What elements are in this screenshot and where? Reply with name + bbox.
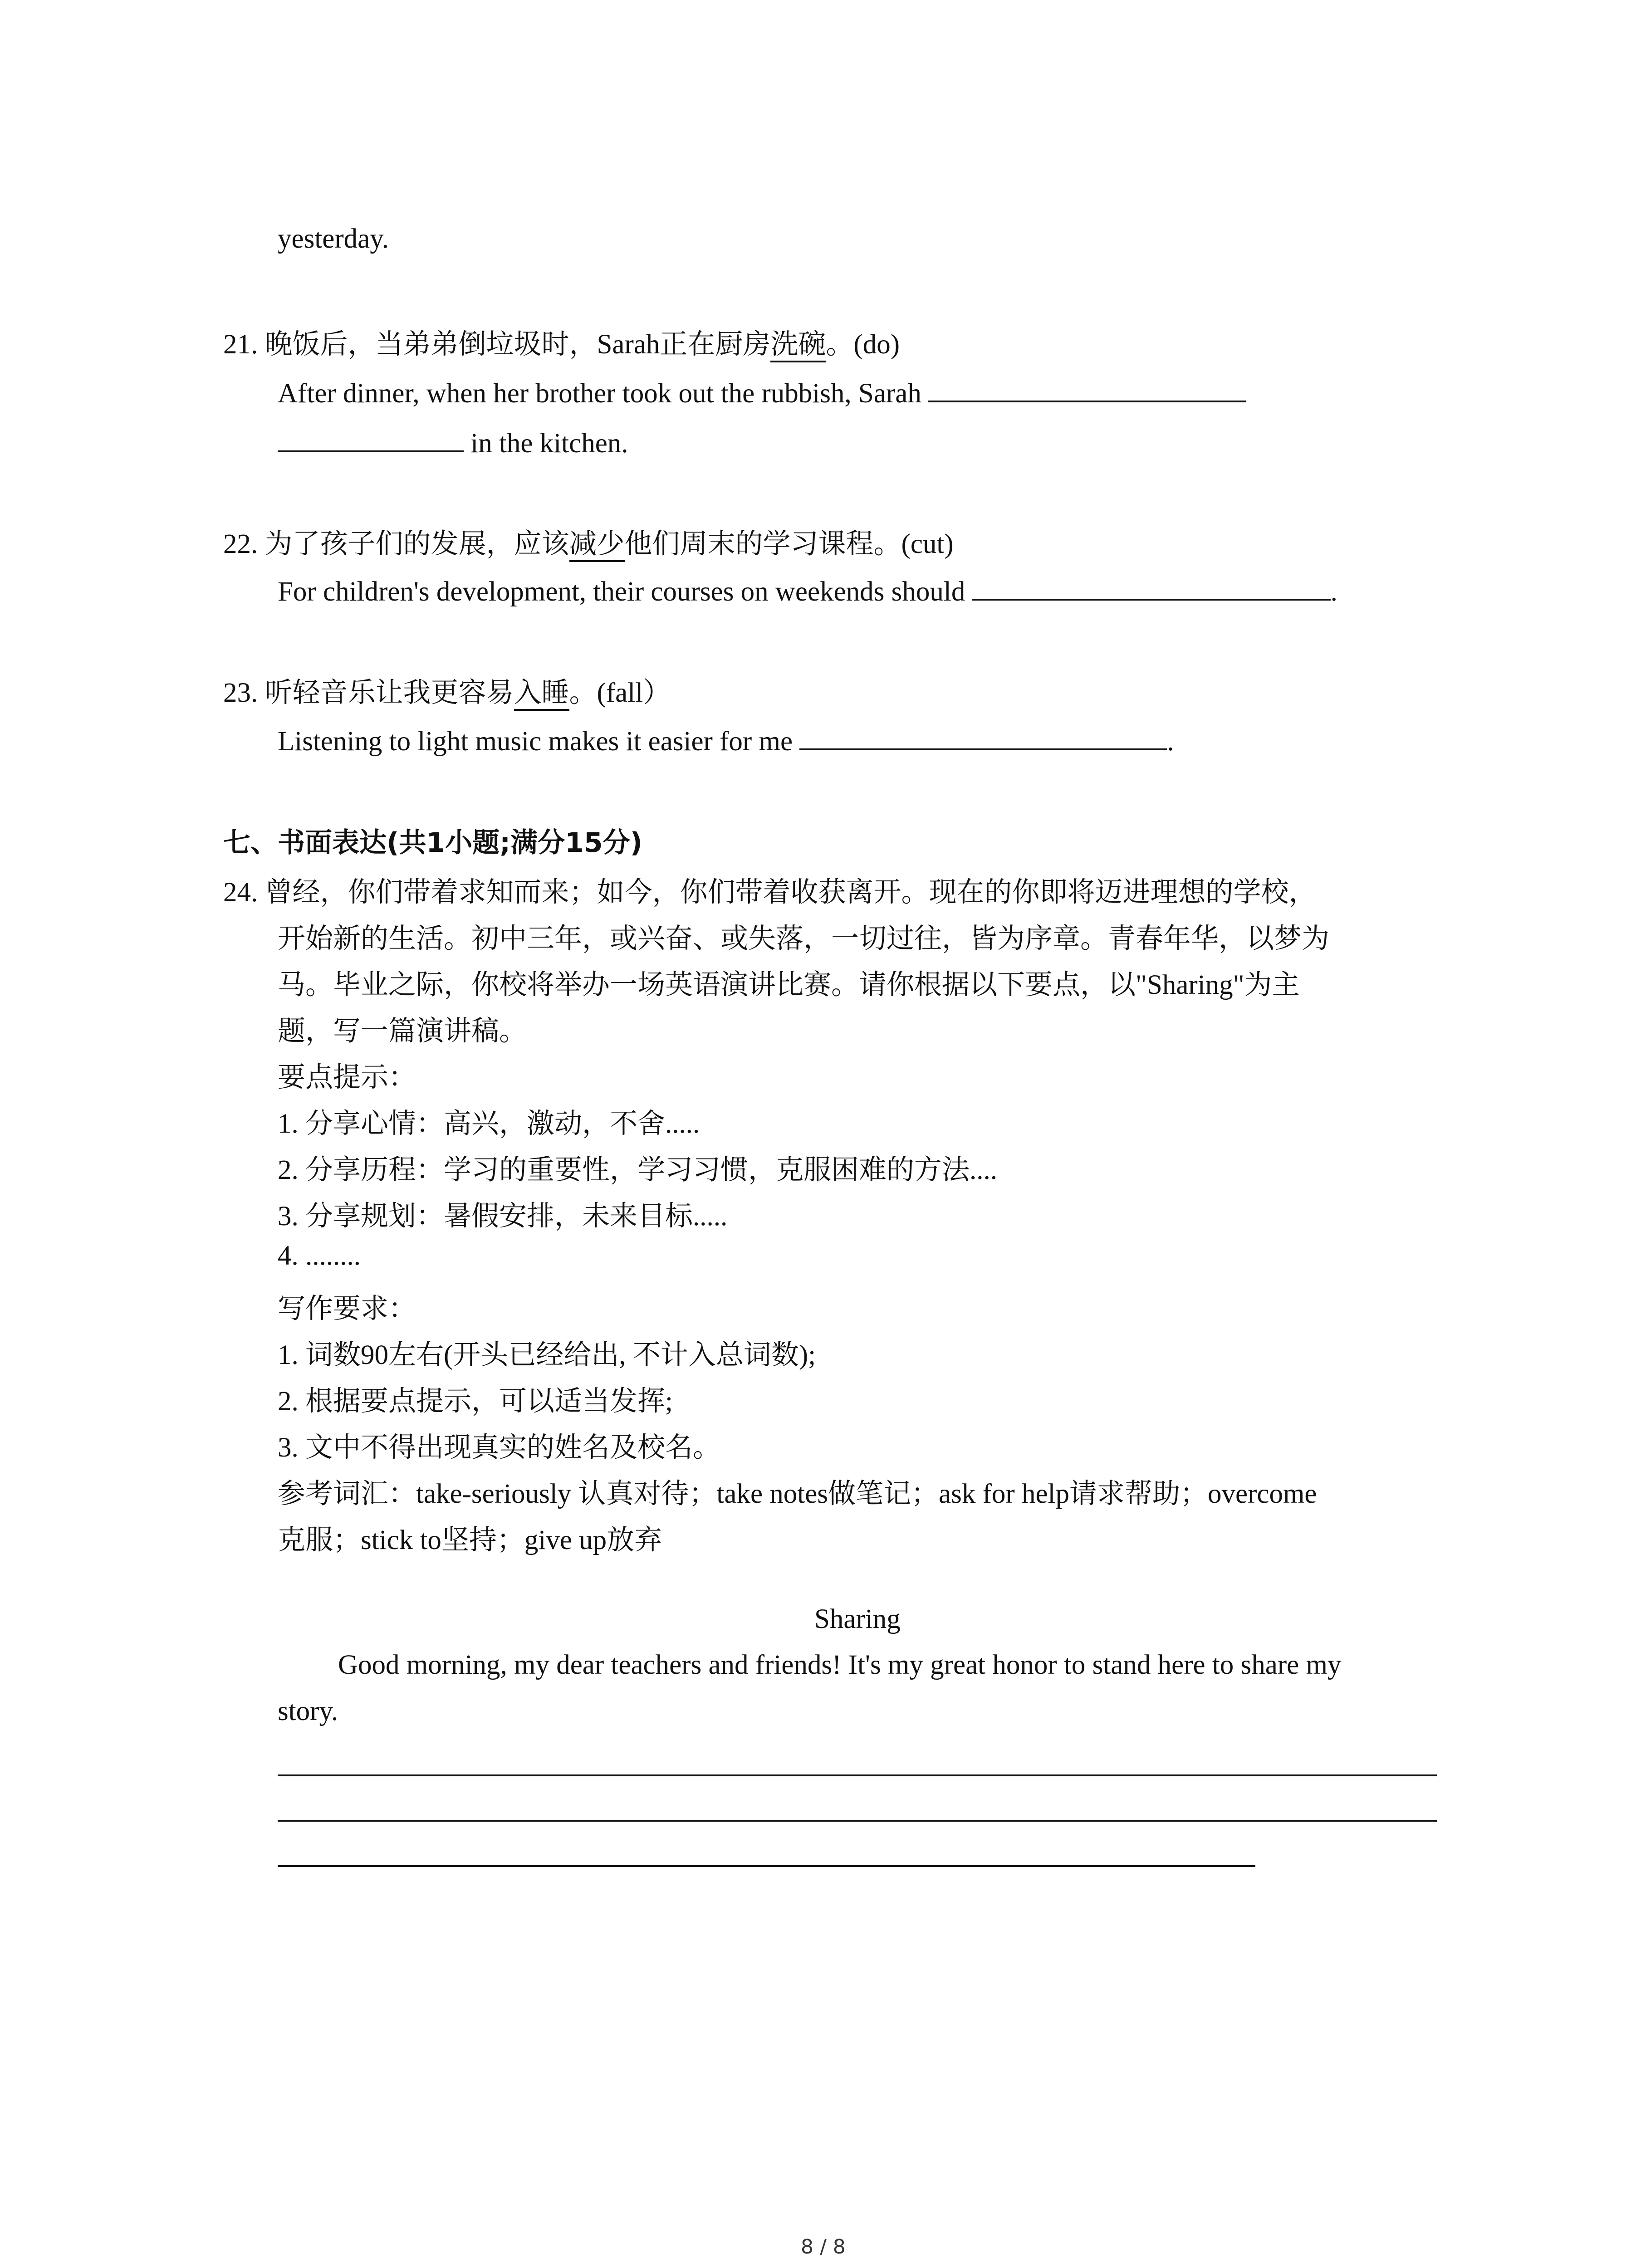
requirement-item: 3. 文中不得出现真实的姓名及校名。 [278,1432,721,1463]
point-item: 4. ........ [278,1241,361,1271]
question-21-zh-after: 。 [826,329,854,360]
writing-line[interactable] [278,1865,1255,1867]
question-24-prompt-line4: 题，写一篇演讲稿。 [278,1016,527,1046]
question-23-english-text: Listening to light music makes it easier for me [278,726,793,757]
question-22-english-text: For children's development, their courses on weekends should [278,577,965,607]
question-24-prompt-line3: 马。毕业之际，你校将举办一场英语演讲比赛。请你根据以下要点，以"Sharing"为主 [278,970,1300,1000]
point-item: 3. 分享规划：暑假安排，未来目标..... [278,1201,728,1232]
question-22-zh-before: 为了孩子们的发展，应该 [265,529,569,559]
answer-blank[interactable] [799,722,1167,750]
question-22-zh-after: 他们周末的学习课程。 [624,529,901,559]
writing-line[interactable] [278,1774,1437,1776]
requirements-title: 写作要求： [278,1294,416,1324]
question-21-hint: (do) [853,329,900,360]
question-22-chinese [223,522,954,561]
question-number: 23. [223,678,258,708]
carry-over-text: yesterday. [278,224,389,254]
page-number: 8 / 8 [801,2235,846,2258]
answer-blank[interactable] [928,374,1246,402]
question-22-english [278,572,1337,608]
period: . [1330,577,1337,607]
prompt-text: 曾经，你们带着求知而来；如今，你们带着收获离开。现在的你即将迈进理想的学校， [265,877,1317,908]
question-21-zh-before: 晚饭后，当弟弟倒垃圾时，Sarah正在厨房 [265,329,771,360]
writing-line[interactable] [278,1820,1437,1822]
requirement-item: 1. 词数90左右(开头已经给出, 不计入总词数); [278,1340,816,1370]
period: . [1167,726,1174,757]
vocab-line2: 克服；stick to坚持；give up放弃 [278,1525,662,1555]
question-22-keyword: 减少 [569,529,625,562]
question-number: 24. [223,877,258,908]
question-22-hint: (cut) [901,529,954,559]
question-21-keyword: 洗碗 [770,329,826,362]
answer-blank[interactable] [278,424,464,452]
question-21-english-text: After dinner, when her brother took out the rubbish, Sarah [278,378,921,409]
points-title: 要点提示： [278,1062,416,1093]
essay-opening-line1: Good morning, my dear teachers and friends! It's my great honor to stand here to share my [338,1650,1342,1680]
question-number: 21. [223,329,258,360]
question-21-chinese [223,322,900,362]
essay-title: Sharing [814,1604,901,1634]
question-23-chinese [223,670,671,710]
point-item: 1. 分享心情：高兴，激动，不舍..... [278,1109,700,1139]
question-number: 22. [223,529,258,559]
point-item: 2. 分享历程：学习的重要性，学习习惯，克服困难的方法.... [278,1155,998,1185]
vocab-line1: 参考词汇：take-seriously 认真对待；take notes做笔记；ask for help请求帮助；overcome [278,1479,1317,1509]
requirement-item: 2. 根据要点提示，可以适当发挥; [278,1386,673,1417]
question-23-keyword: 入睡 [514,678,569,711]
question-24-prompt-line1 [223,870,1317,909]
question-23-hint: (fall） [597,678,671,708]
section-heading: 七、书面表达(共1小题;满分15分) [223,827,643,859]
question-23-zh-after: 。 [569,678,597,708]
question-21-english-line1 [278,374,1246,410]
question-21-english-line2 [278,424,628,459]
question-23-english [278,722,1174,758]
question-21-english-tail: in the kitchen. [470,428,628,459]
question-23-zh-before: 听轻音乐让我更容易 [265,678,514,708]
answer-blank[interactable] [972,572,1331,601]
question-24-prompt-line2: 开始新的生活。初中三年，或兴奋、或失落，一切过往，皆为序章。青春年华，以梦为 [278,924,1330,954]
essay-opening-line2: story. [278,1696,338,1726]
